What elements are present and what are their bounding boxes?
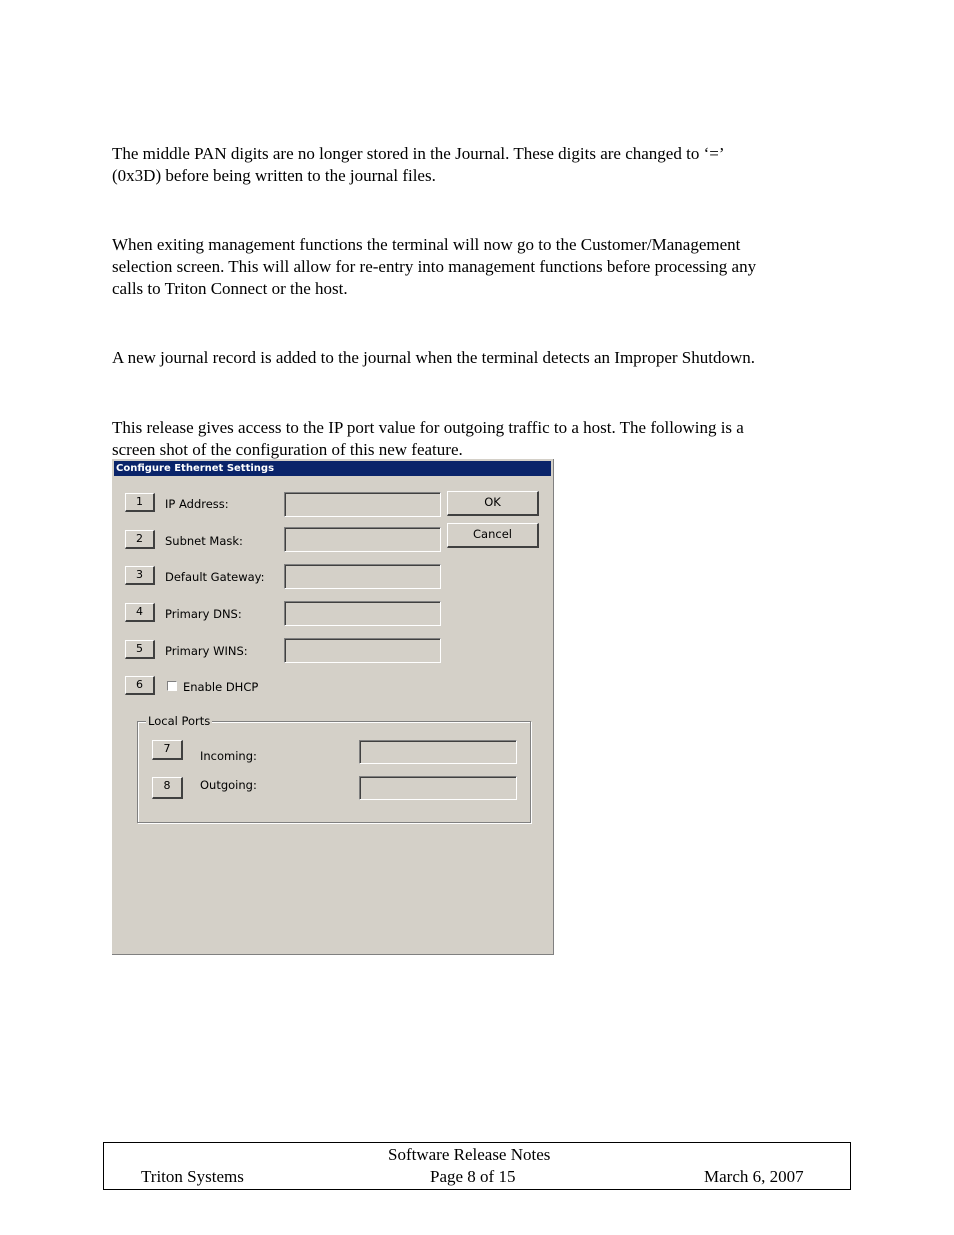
incoming-number-button[interactable]: 7 xyxy=(152,740,183,760)
ip-address-field[interactable] xyxy=(284,492,441,517)
text-line: The middle PAN digits are no longer stored in the Journal. These digits are changed to ‘=’ xyxy=(112,144,725,163)
footer-date: March 6, 2007 xyxy=(704,1167,804,1186)
enable-dhcp-number-button[interactable]: 6 xyxy=(125,676,155,695)
outgoing-port-field[interactable] xyxy=(359,776,517,800)
default-gateway-field[interactable] xyxy=(284,564,441,589)
primary-dns-field[interactable] xyxy=(284,601,441,626)
outgoing-label: Outgoing: xyxy=(200,778,257,792)
primary-dns-label: Primary DNS: xyxy=(165,607,242,621)
incoming-port-field[interactable] xyxy=(359,740,517,764)
local-ports-group xyxy=(137,714,531,823)
enable-dhcp-checkbox[interactable] xyxy=(167,681,177,691)
ip-address-number-button[interactable]: 1 xyxy=(125,493,155,512)
incoming-label: Incoming: xyxy=(200,749,257,763)
primary-dns-number-button[interactable]: 4 xyxy=(125,603,155,622)
text-line: When exiting management functions the terminal will now go to the Customer/Management xyxy=(112,235,741,254)
enable-dhcp-label: Enable DHCP xyxy=(183,680,259,694)
outgoing-number-button[interactable]: 8 xyxy=(152,777,183,799)
default-gateway-label: Default Gateway: xyxy=(165,570,265,584)
ip-address-label: IP Address: xyxy=(165,497,229,511)
page-footer xyxy=(103,1142,851,1190)
text-line: A new journal record is added to the journal when the terminal detects an Improper Shutdown. xyxy=(112,348,755,367)
text-line: calls to Triton Connect or the host. xyxy=(112,279,348,298)
dialog-title: Configure Ethernet Settings xyxy=(114,461,551,476)
primary-wins-number-button[interactable]: 5 xyxy=(125,640,155,659)
subnet-mask-number-button[interactable]: 2 xyxy=(125,530,155,549)
primary-wins-label: Primary WINS: xyxy=(165,644,248,658)
footer-doc-title: Software Release Notes xyxy=(388,1145,551,1164)
text-line: screen shot of the configuration of this new feature. xyxy=(112,440,463,459)
ok-button[interactable]: OK xyxy=(447,491,539,516)
default-gateway-number-button[interactable]: 3 xyxy=(125,566,155,585)
local-ports-label: Local Ports xyxy=(148,714,211,728)
cancel-button[interactable]: Cancel xyxy=(447,523,539,548)
text-line: (0x3D) before being written to the journal files. xyxy=(112,166,436,185)
text-line: This release gives access to the IP port value for outgoing traffic to a host. The following is a xyxy=(112,418,744,437)
configure-ethernet-dialog xyxy=(112,459,554,955)
footer-page-number: Page 8 of 15 xyxy=(430,1167,516,1186)
subnet-mask-field[interactable] xyxy=(284,527,441,552)
text-line: selection screen. This will allow for re-entry into management functions before processing any xyxy=(112,257,757,276)
primary-wins-field[interactable] xyxy=(284,638,441,663)
footer-company: Triton Systems xyxy=(141,1167,244,1186)
subnet-mask-label: Subnet Mask: xyxy=(165,534,243,548)
